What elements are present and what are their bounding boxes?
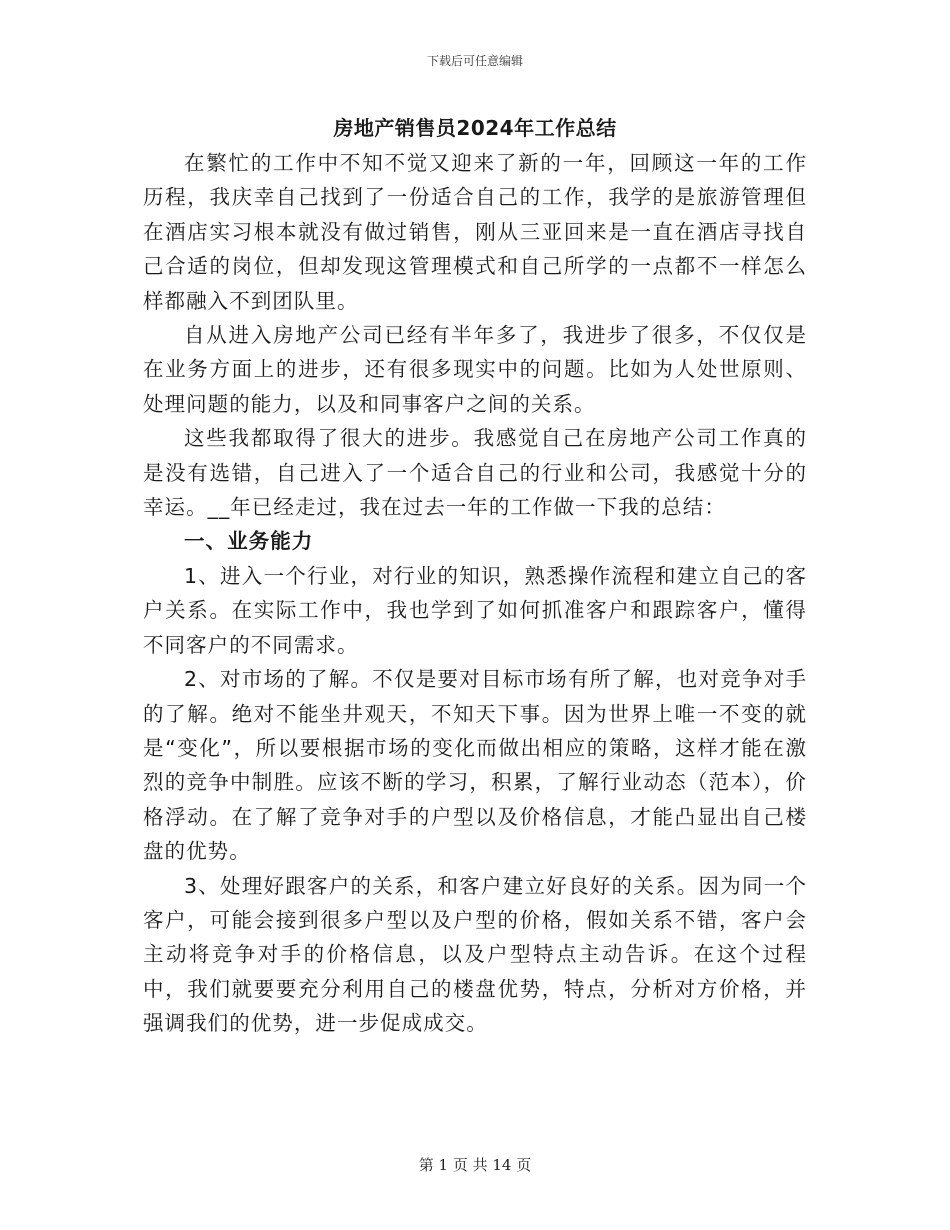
paragraph: 2、对市场的了解。不仅是要对目标市场有所了解，也对竞争对手的了解。绝对不能坐井观天，不知天下事。因为世界上唯一不变的就是“变化”，所以要根据市场的变化而做出相应的策略，这样才能在激烈的竞争中制胜。应该不断的学习，积累，了解行业动态（范本），价格浮动。在了解了竞争对手的户型以及价格信息，才能凸显出自己楼盘的优势。: [143, 667, 807, 864]
paragraph: 1、进入一个行业，对行业的知识，熟悉操作流程和建立自己的客户关系。在实际工作中，我也学到了如何抓准客户和跟踪客户，懂得不同客户的不同需求。: [143, 563, 807, 657]
document-title: 房地产销售员2024年工作总结: [333, 116, 617, 140]
paragraph: 3、处理好跟客户的关系，和客户建立好良好的关系。因为同一个客户，可能会接到很多户型以及户型的价格，假如关系不错，客户会主动将竞争对手的价格信息，以及户型特点主动告诉。在这个过程中，我们就要要充分利用自己的楼盘优势，特点，分析对方价格，并强调我们的优势，进一步促成成交。: [143, 873, 807, 1036]
paragraph: 自从进入房地产公司已经有半年多了，我进步了很多，不仅仅是在业务方面上的进步，还有很多现实中的问题。比如为人处世原则、处理问题的能力，以及和同事客户之间的关系。: [143, 323, 807, 416]
page-header: 下载后可任意编辑: [426, 54, 523, 68]
document-body: [143, 146, 807, 1041]
page-footer: 第 1 页 共 14 页: [418, 1156, 532, 1174]
paragraph: 在繁忙的工作中不知不觉又迎来了新的一年，回顾这一年的工作历程，我庆幸自己找到了一份适合自己的工作，我学的是旅游管理但在酒店实习根本就没有做过销售，刚从三亚回来是一直在酒店寻找自己合适的岗位，但却发现这管理模式和自己所学的一点都不一样怎么样都融入不到团队里。: [143, 151, 807, 313]
section-heading: 一、业务能力: [184, 529, 314, 554]
paragraph: 这些我都取得了很大的进步。我感觉自己在房地产公司工作真的是没有选错，自己进入了一个适合自己的行业和公司，我感觉十分的幸运。__年已经走过，我在过去一年的工作做一下我的总结：: [143, 426, 807, 520]
